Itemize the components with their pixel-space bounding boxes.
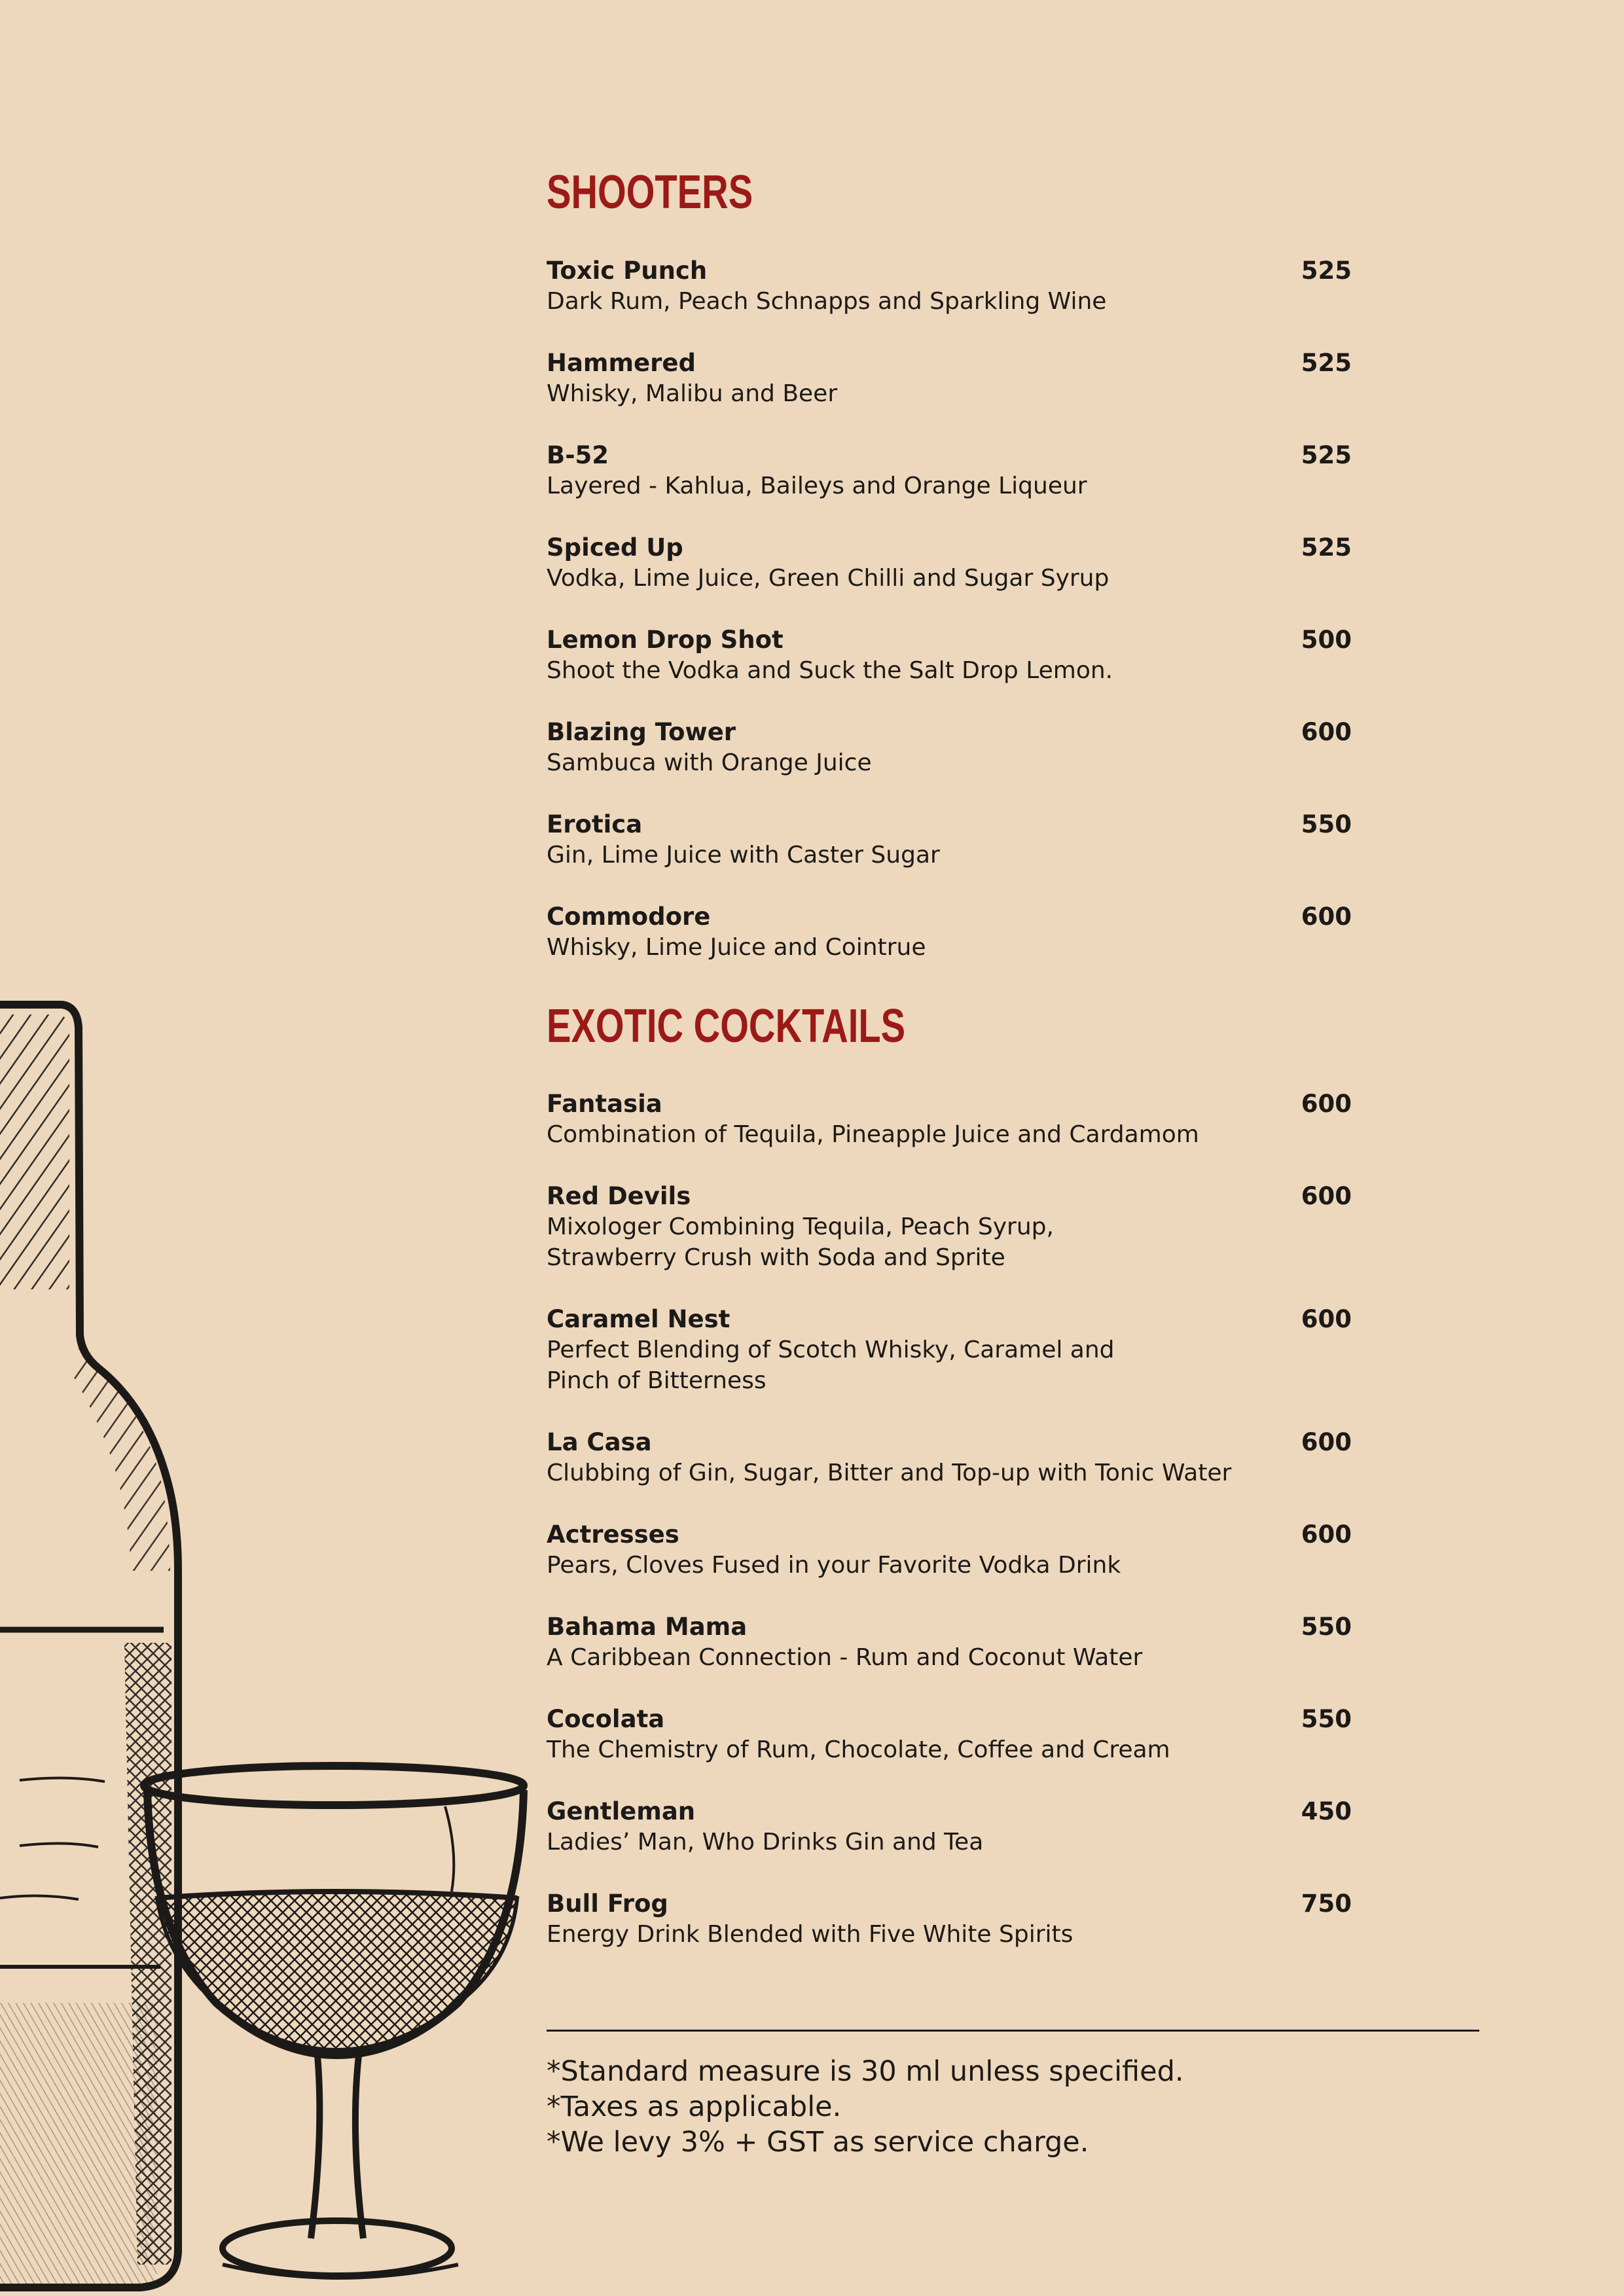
menu-item — [547, 901, 1352, 963]
wine-glass-icon — [144, 1766, 524, 2278]
menu-item — [547, 1888, 1352, 1950]
item-name: Actresses — [547, 1520, 679, 1549]
item-name: Caramel Nest — [547, 1305, 731, 1333]
item-description: Layered - Kahlua, Baileys and Orange Liqueur — [547, 473, 1087, 499]
item-price: 750 — [1301, 1890, 1352, 1918]
item-description: Combination of Tequila, Pineapple Juice and Cardamom — [547, 1121, 1199, 1148]
item-description: Gin, Lime Juice with Caster Sugar — [547, 842, 940, 869]
item-price: 600 — [1301, 903, 1352, 931]
menu-item — [547, 1088, 1352, 1150]
item-name: B-52 — [547, 441, 609, 469]
item-name: Gentleman — [547, 1797, 696, 1825]
footnote: *Taxes as applicable. — [547, 2090, 842, 2123]
item-description: Mixologer Combining Tequila, Peach Syrup, Strawberry Crush with Soda and Sprite — [547, 1213, 1054, 1271]
item-name: Bull Frog — [547, 1890, 668, 1918]
menu-item — [547, 624, 1352, 686]
item-price: 525 — [1301, 441, 1352, 469]
menu-item — [547, 1796, 1352, 1857]
item-name: Red Devils — [547, 1182, 691, 1210]
item-name: Hammered — [547, 349, 696, 377]
footnote: *We levy 3% + GST as service charge. — [547, 2126, 1089, 2159]
item-name: Erotica — [547, 810, 643, 838]
item-name: Toxic Punch — [547, 257, 708, 285]
item-price: 525 — [1301, 349, 1352, 377]
item-description: Perfect Blending of Scotch Whisky, Caramel and Pinch of Bitterness — [547, 1336, 1115, 1394]
menu-item — [547, 1519, 1352, 1581]
bottle-icon — [0, 1005, 178, 2287]
menu-item — [547, 1427, 1352, 1488]
item-name: Lemon Drop Shot — [547, 626, 784, 654]
item-description: The Chemistry of Rum, Chocolate, Coffee and Cream — [547, 1736, 1170, 1763]
item-price: 600 — [1301, 1090, 1352, 1118]
item-description: Vodka, Lime Juice, Green Chilli and Sugar Syrup — [547, 565, 1110, 592]
item-price: 450 — [1301, 1797, 1352, 1825]
menu-item — [547, 348, 1352, 409]
item-description: Clubbing of Gin, Sugar, Bitter and Top-up with Tonic Water — [547, 1460, 1232, 1486]
item-description: Shoot the Vodka and Suck the Salt Drop Lemon. — [547, 657, 1113, 684]
footnotes — [547, 2054, 1184, 2160]
menu-item — [547, 1611, 1352, 1673]
menu-item — [547, 809, 1352, 870]
bottle-and-wine-glass-illustration — [0, 982, 537, 2296]
menu-item — [547, 255, 1352, 317]
section-title-shooters: SHOOTERS — [547, 166, 753, 219]
item-description: Whisky, Lime Juice and Cointrue — [547, 934, 926, 961]
menu-item — [547, 1704, 1352, 1765]
item-price: 600 — [1301, 1305, 1352, 1333]
item-price: 525 — [1301, 533, 1352, 562]
item-price: 600 — [1301, 1182, 1352, 1210]
menu-item — [547, 1181, 1352, 1273]
item-name: Spiced Up — [547, 533, 683, 562]
divider — [547, 2030, 1479, 2032]
item-description: A Caribbean Connection - Rum and Coconut Water — [547, 1644, 1143, 1671]
item-price: 500 — [1301, 626, 1352, 654]
item-name: Bahama Mama — [547, 1613, 748, 1641]
menu-item — [547, 717, 1352, 778]
menu-item — [547, 1304, 1352, 1396]
item-price: 550 — [1301, 1613, 1352, 1641]
menu-item — [547, 532, 1352, 594]
item-price: 600 — [1301, 1520, 1352, 1549]
item-description: Dark Rum, Peach Schnapps and Sparkling Wine — [547, 288, 1107, 315]
item-price: 525 — [1301, 257, 1352, 285]
item-description: Energy Drink Blended with Five White Spirits — [547, 1921, 1074, 1948]
item-name: Commodore — [547, 903, 711, 931]
section-title-exotic-cocktails: EXOTIC COCKTAILS — [547, 1000, 906, 1052]
item-name: Fantasia — [547, 1090, 662, 1118]
item-name: Blazing Tower — [547, 718, 736, 746]
item-price: 600 — [1301, 1428, 1352, 1456]
item-name: Cocolata — [547, 1705, 665, 1733]
item-description: Sambuca with Orange Juice — [547, 749, 872, 776]
item-price: 600 — [1301, 718, 1352, 746]
item-description: Whisky, Malibu and Beer — [547, 380, 838, 407]
item-name: La Casa — [547, 1428, 652, 1456]
menu-item — [547, 440, 1352, 501]
item-price: 550 — [1301, 1705, 1352, 1733]
footnote: *Standard measure is 30 ml unless specified. — [547, 2055, 1184, 2088]
item-price: 550 — [1301, 810, 1352, 838]
item-description: Ladies’ Man, Who Drinks Gin and Tea — [547, 1829, 984, 1856]
item-description: Pears, Cloves Fused in your Favorite Vodka Drink — [547, 1552, 1121, 1579]
